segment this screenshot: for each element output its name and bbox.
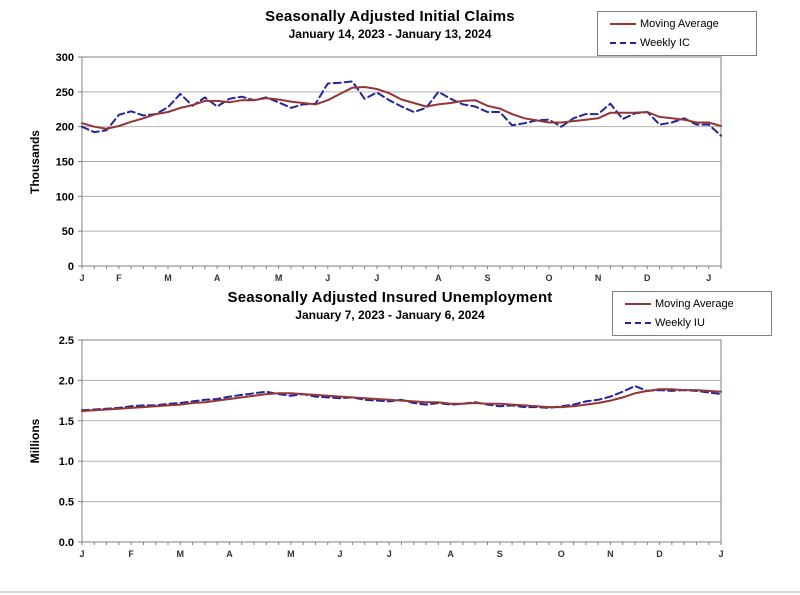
svg-text:0.5: 0.5 xyxy=(58,496,74,509)
svg-text:M: M xyxy=(274,273,283,283)
chart-title: Seasonally Adjusted Initial Claims xyxy=(265,8,515,25)
svg-text:J: J xyxy=(79,549,85,559)
chart-subtitle: January 14, 2023 - January 13, 2024 xyxy=(288,27,492,41)
plot-area xyxy=(30,50,770,285)
svg-text:J: J xyxy=(325,273,331,283)
svg-text:50: 50 xyxy=(61,226,74,239)
insured-unemployment-chart xyxy=(0,281,800,576)
svg-text:1.5: 1.5 xyxy=(58,415,74,428)
image-bottom-edge xyxy=(0,591,800,593)
chart-subtitle: January 7, 2023 - January 6, 2024 xyxy=(295,308,485,322)
legend-row-weekly-iu xyxy=(625,317,761,329)
svg-text:A: A xyxy=(435,273,442,283)
legend-label: Weekly IU xyxy=(655,317,705,329)
svg-text:300: 300 xyxy=(55,52,74,64)
legend xyxy=(612,291,772,336)
svg-text:D: D xyxy=(644,273,651,283)
initial-claims-chart xyxy=(0,0,800,295)
svg-text:O: O xyxy=(557,549,565,559)
svg-text:N: N xyxy=(594,273,602,283)
svg-text:J: J xyxy=(337,549,343,559)
svg-text:0.0: 0.0 xyxy=(58,537,74,549)
legend-row-moving-average xyxy=(610,18,746,30)
legend-label: Moving Average xyxy=(640,18,719,30)
svg-text:M: M xyxy=(287,549,295,559)
legend-row-weekly-ic xyxy=(610,37,746,49)
y-axis-label: Thousands xyxy=(28,130,42,195)
svg-text:150: 150 xyxy=(55,156,74,169)
svg-text:M: M xyxy=(164,273,172,283)
svg-text:A: A xyxy=(447,549,454,559)
svg-text:F: F xyxy=(128,549,134,559)
svg-text:J: J xyxy=(374,273,380,283)
svg-text:0: 0 xyxy=(67,261,74,273)
svg-text:J: J xyxy=(386,549,392,559)
legend-label: Moving Average xyxy=(655,298,734,310)
legend-label: Weekly IC xyxy=(640,37,690,49)
svg-text:M: M xyxy=(176,549,185,559)
svg-text:100: 100 xyxy=(55,191,74,204)
svg-text:S: S xyxy=(484,273,491,283)
svg-text:A: A xyxy=(226,549,233,559)
svg-text:O: O xyxy=(545,273,553,283)
svg-text:J: J xyxy=(718,549,724,559)
svg-text:S: S xyxy=(496,549,503,559)
svg-text:200: 200 xyxy=(55,121,74,134)
svg-text:1.0: 1.0 xyxy=(58,456,74,469)
chart-title: Seasonally Adjusted Insured Unemployment xyxy=(227,289,553,306)
legend xyxy=(597,11,757,56)
svg-text:250: 250 xyxy=(55,86,74,99)
weekly-iu-line-icon xyxy=(625,322,651,324)
svg-text:2.5: 2.5 xyxy=(58,335,74,347)
svg-text:D: D xyxy=(656,549,663,559)
svg-text:J: J xyxy=(79,273,85,283)
weekly-ic-line-icon xyxy=(610,42,636,44)
svg-text:2.0: 2.0 xyxy=(58,375,74,388)
legend-row-moving-average xyxy=(625,298,761,310)
svg-text:F: F xyxy=(116,273,122,283)
moving-average-line-icon xyxy=(610,23,636,25)
svg-text:J: J xyxy=(706,273,712,283)
plot-area xyxy=(30,333,770,568)
moving-average-line-icon xyxy=(625,303,651,305)
svg-text:A: A xyxy=(213,273,221,283)
svg-text:N: N xyxy=(607,549,614,559)
y-axis-label: Millions xyxy=(28,418,42,464)
